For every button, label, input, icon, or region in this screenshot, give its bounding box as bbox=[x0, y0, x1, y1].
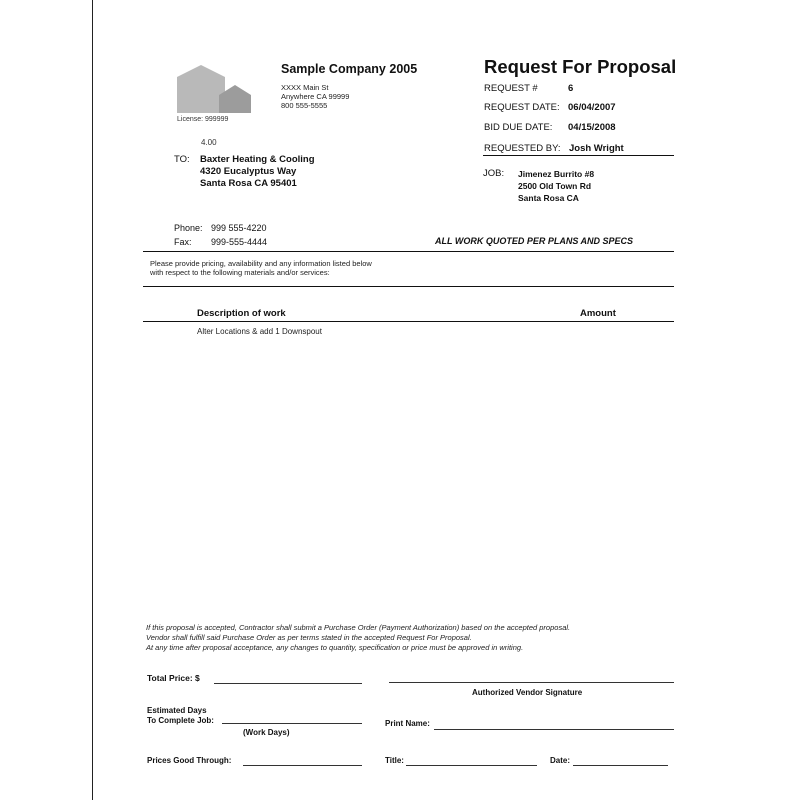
authorized-signature-label: Authorized Vendor Signature bbox=[472, 688, 583, 697]
description-column-header: Description of work bbox=[197, 308, 286, 319]
requested-by-value: Josh Wright bbox=[569, 143, 624, 154]
company-name: Sample Company 2005 bbox=[281, 62, 418, 76]
print-name-field[interactable] bbox=[434, 729, 674, 730]
fax-label: Fax: bbox=[174, 237, 192, 247]
phone-label: Phone: bbox=[174, 223, 203, 233]
date-field[interactable] bbox=[573, 765, 668, 766]
request-number-label: REQUEST # bbox=[484, 83, 538, 94]
job-label: JOB: bbox=[483, 168, 505, 179]
amount-column-header: Amount bbox=[580, 308, 616, 319]
request-date-label: REQUEST DATE: bbox=[484, 102, 560, 113]
header-divider bbox=[143, 251, 674, 252]
estimated-days-field[interactable] bbox=[222, 723, 362, 724]
vendor-street: 4320 Eucalyptus Way bbox=[200, 166, 297, 177]
to-label: TO: bbox=[174, 154, 190, 165]
instructions-line: Please provide pricing, availability and any information listed below bbox=[150, 259, 372, 268]
vendor-city: Santa Rosa CA 95401 bbox=[200, 178, 297, 189]
vendor-name: Baxter Heating & Cooling bbox=[200, 154, 315, 165]
form-version: 4.00 bbox=[201, 138, 217, 147]
instructions bbox=[150, 259, 372, 277]
requested-by-label: REQUESTED BY: bbox=[484, 143, 561, 154]
phone-value: 999 555-4220 bbox=[211, 223, 267, 233]
estimated-days-label: Estimated Days bbox=[147, 706, 207, 715]
work-days-label: (Work Days) bbox=[243, 728, 290, 737]
document-title: Request For Proposal bbox=[484, 56, 677, 77]
proposal-terms bbox=[146, 623, 570, 653]
prices-good-through-label: Prices Good Through: bbox=[147, 756, 232, 765]
terms-line: If this proposal is accepted, Contractor shall submit a Purchase Order (Payment Authorization) based on the accepted proposal. bbox=[146, 623, 571, 632]
request-number-value: 6 bbox=[568, 83, 574, 94]
to-complete-job-label: To Complete Job: bbox=[147, 716, 214, 725]
title-label: Title: bbox=[385, 756, 404, 765]
bid-due-date-value: 04/15/2008 bbox=[568, 122, 616, 133]
company-address-line: Anywhere CA 99999 bbox=[281, 92, 350, 101]
requested-by-underline bbox=[483, 155, 674, 156]
company-logo bbox=[175, 63, 253, 115]
company-address-line: XXXX Main St bbox=[281, 83, 329, 92]
total-price-label: Total Price: $ bbox=[147, 673, 200, 683]
job-address bbox=[518, 168, 594, 204]
authorized-signature-field[interactable] bbox=[389, 682, 674, 683]
instructions-divider bbox=[143, 286, 674, 287]
date-label: Date: bbox=[550, 756, 571, 765]
company-address-line: 800 555-5555 bbox=[281, 101, 328, 110]
job-name: Jimenez Burrito #8 bbox=[518, 169, 595, 179]
prices-good-through-field[interactable] bbox=[243, 765, 362, 766]
job-street: 2500 Old Town Rd bbox=[518, 181, 592, 191]
title-field[interactable] bbox=[406, 765, 537, 766]
fax-value: 999-555-4444 bbox=[211, 237, 268, 247]
terms-line: At any time after proposal acceptance, any changes to quantity, specification or price must be approved in writing. bbox=[146, 643, 524, 652]
request-date-value: 06/04/2007 bbox=[568, 102, 616, 113]
plans-specs-notice: ALL WORK QUOTED PER PLANS AND SPECS bbox=[435, 236, 634, 246]
vendor-address bbox=[200, 154, 315, 190]
work-item-description: Alter Locations & add 1 Downspout bbox=[197, 327, 322, 336]
table-header-divider bbox=[143, 321, 674, 322]
company-license: License: 999999 bbox=[177, 116, 229, 123]
print-name-label: Print Name: bbox=[385, 719, 430, 728]
instructions-line: with respect to the following materials and/or services: bbox=[150, 268, 330, 277]
company-address bbox=[281, 83, 349, 110]
terms-line: Vendor shall fulfill said Purchase Order as per terms stated in the accepted Request For Proposal. bbox=[146, 633, 472, 642]
total-price-field[interactable] bbox=[214, 683, 362, 684]
job-city: Santa Rosa CA bbox=[518, 193, 579, 203]
bid-due-date-label: BID DUE DATE: bbox=[484, 122, 553, 133]
logo-house-large bbox=[177, 65, 225, 113]
